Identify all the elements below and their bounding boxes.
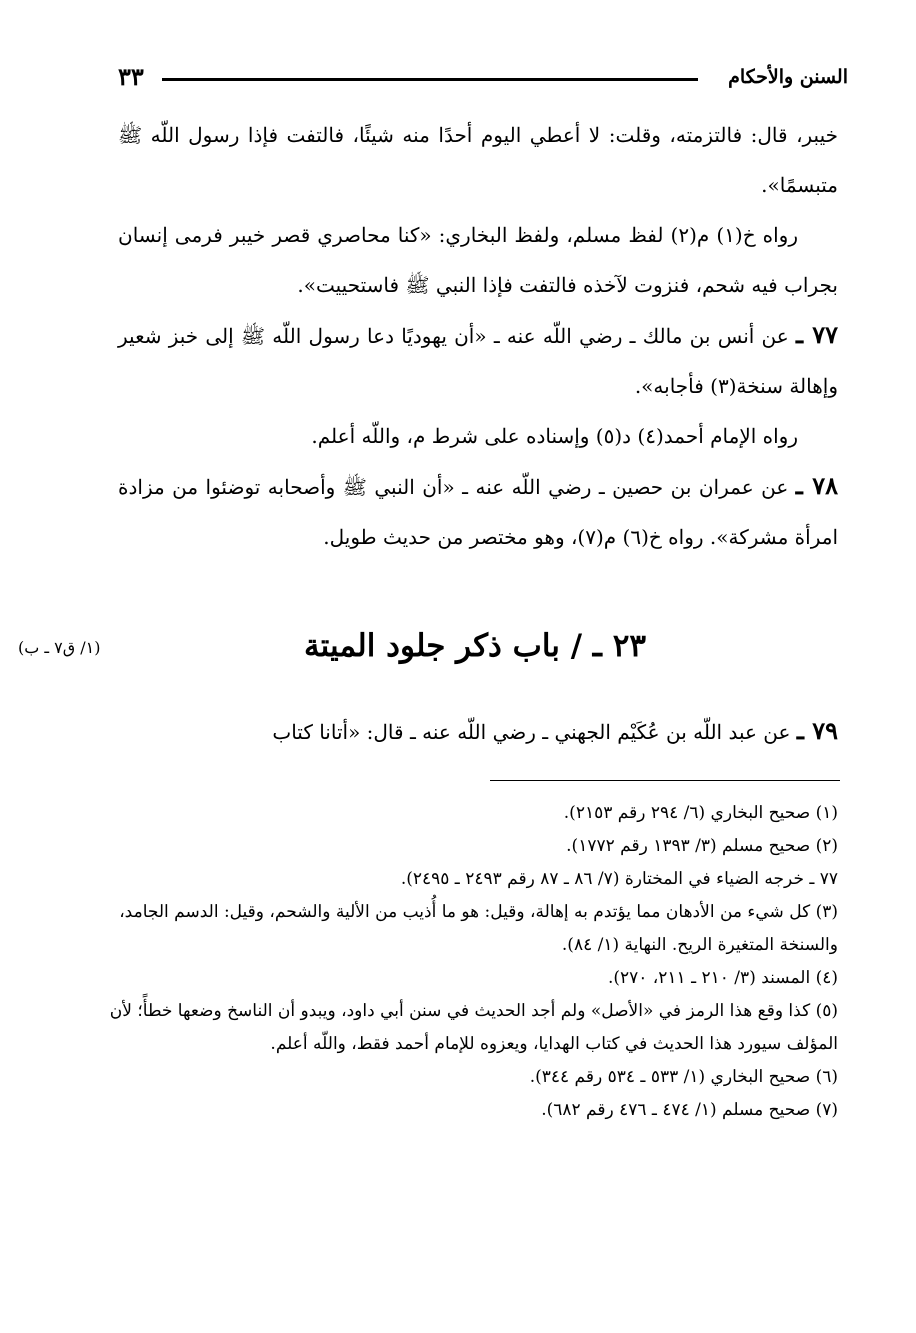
footnote: (٥) كذا وقع هذا الرمز في «الأصل» ولم أجد الحديث في سنن أبي داود، ويبدو أن الناسخ وضعها خطأً؛ لأن المؤلف سيورد هذا الحديث في كتاب الهدايا، ويعزوه للإمام أحمد فقط، واللّه أعلم. xyxy=(109,1001,838,1054)
hadith-number: ٧٩ ـ xyxy=(796,716,838,745)
footnote: (٤) المسند (٣/ ٢١٠ ـ ٢١١، ٢٧٠). xyxy=(607,968,838,988)
page-header xyxy=(118,60,848,100)
hadith-text: عن عبد اللّه بن عُكَيْم الجهني ـ رضي اللّه عنه ـ قال: «أتانا كتاب xyxy=(272,720,791,744)
hadith-79 xyxy=(118,706,838,757)
footnote: ٧٧ ـ خرجه الضياء في المختارة (٧/ ٨٦ ـ ٨٧ رقم ٢٤٩٣ ـ ٢٤٩٥). xyxy=(400,869,838,889)
footnote: (٦) صحيح البخاري (١/ ٥٣٣ ـ ٥٣٤ رقم ٣٤٤). xyxy=(529,1067,838,1087)
footnote-separator xyxy=(490,780,840,781)
main-text xyxy=(118,110,838,562)
chapter-title: ٢٣ ـ / باب ذكر جلود الميتة xyxy=(304,628,646,664)
footnote: (١) صحيح البخاري (٦/ ٢٩٤ رقم ٢١٥٣). xyxy=(563,803,838,823)
running-title: السنن والأحكام xyxy=(728,66,848,88)
hadith-text: عن عمران بن حصين ـ رضي اللّه عنه ـ «أن النبي ﷺ وأصحابه توضئوا من مزادة امرأة مشركة». رواه خ(٦) م(٧)، وهو مختصر من حديث طويل. xyxy=(118,475,838,549)
footnote: (٧) صحيح مسلم (١/ ٤٧٤ ـ ٤٧٦ رقم ٦٨٢). xyxy=(541,1100,838,1120)
paragraph-narration: رواه خ(١) م(٢) لفظ مسلم، ولفظ البخاري: «كنا محاصري قصر خيبر فرمى إنسان بجراب فيه شحم، فنزوت لآخذه فالتفت فإذا النبي ﷺ فاستحييت». xyxy=(118,223,838,297)
hadith-number: ٧٨ ـ xyxy=(795,471,839,500)
manuscript-reference: (١/ ق٧ ـ ب) xyxy=(18,638,101,657)
paragraph-narration: رواه الإمام أحمد(٤) د(٥) وإسناده على شرط م، واللّه أعلم. xyxy=(311,424,798,448)
footnotes xyxy=(100,797,838,1127)
chapter-heading xyxy=(0,628,916,688)
header-rule xyxy=(162,78,698,81)
hadith-77 xyxy=(118,310,838,411)
hadith-78 xyxy=(118,461,838,562)
hadith-number: ٧٧ ـ xyxy=(795,320,838,349)
page-number: ٣٣ xyxy=(118,62,144,91)
hadith-text: عن أنس بن مالك ـ رضي اللّه عنه ـ «أن يهوديًا دعا رسول اللّه ﷺ إلى خبز شعير وإهالة سنخة(٣) فأجابه». xyxy=(118,324,838,398)
paragraph-continuation: خيبر، قال: فالتزمته، وقلت: لا أعطي اليوم أحدًا منه شيئًا، فالتفت فإذا رسول اللّه ﷺ متبسمًا». xyxy=(118,123,838,197)
footnote: (٢) صحيح مسلم (٣/ ١٣٩٣ رقم ١٧٧٢). xyxy=(566,836,838,856)
footnote: (٣) كل شيء من الأدهان مما يؤتدم به إهالة، وقيل: هو ما أُذيب من الألية والشحم، وقيل: الدسم الجامد، والسنخة المتغيرة الريح. النهاية (١/ ٨٤). xyxy=(119,902,838,955)
